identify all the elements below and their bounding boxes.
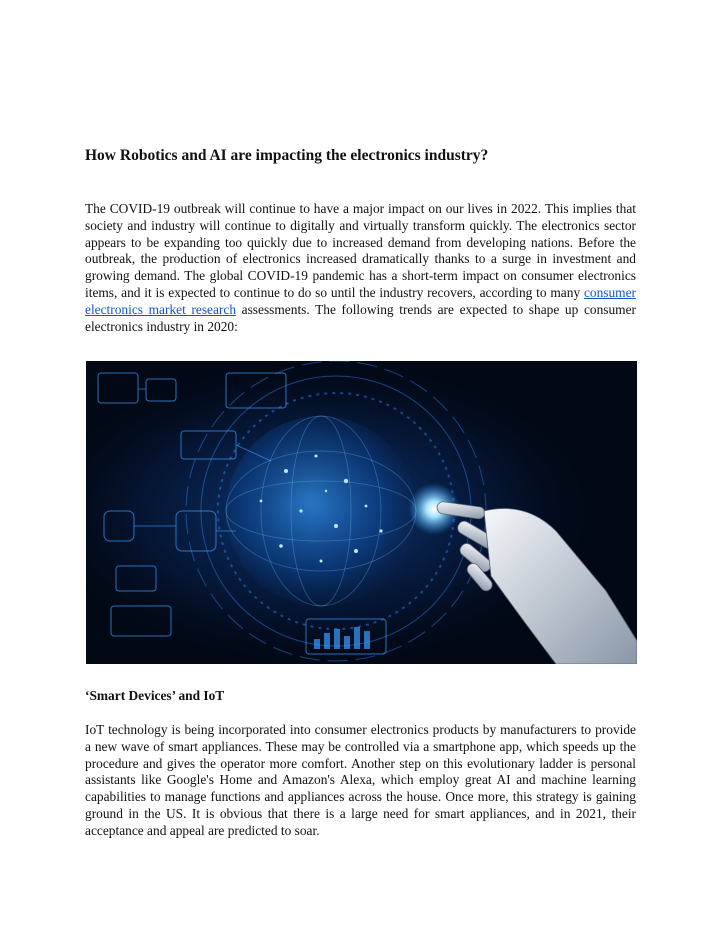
section-heading: ‘Smart Devices’ and IoT — [85, 688, 225, 703]
ai-robot-hand-globe-image — [86, 361, 637, 664]
section-paragraph: IoT technology is being incorporated into consumer electronics products by manufacturers to provide a new wave of smart appliances. These may be controlled via a smartphone app, which speeds up the procedure and gives the operator more comfort. Another step on this evolutionary ladder is personal assistants like Google's Home and Amazon's Alexa, which employ great AI and machine learning capabilities to manage functions and appliances across the house. Once more, this strategy is gaining ground in the US. It is obvious that there is a large need for smart appliances, and in 2021, their acceptance and appeal are predicted to soar. — [85, 722, 636, 838]
hero-image — [86, 361, 637, 664]
intro-text-after-link: assessments. The following trends are expected to shape up consumer electronics industry in 2020: — [85, 301, 636, 334]
page-title: How Robotics and AI are impacting the electronics industry? — [85, 147, 489, 164]
intro-paragraph — [85, 201, 636, 335]
intro-text-before-link: The COVID-19 outbreak will continue to have a major impact on our lives in 2022. This implies that society and industry will continue to digitally and virtually transform quickly. The electronics sector appears to be expanding too quickly due to increased demand from developing nations. Before the outbreak, the production of electronics increased dramatically thanks to a surge in investment and growing demand. The global COVID-19 pandemic has a short-term impact on consumer electronics items, and it is expected to continue to do so until the industry recovers, according to many — [85, 201, 636, 300]
market-research-link[interactable]: consumer electronics market research — [85, 284, 636, 317]
